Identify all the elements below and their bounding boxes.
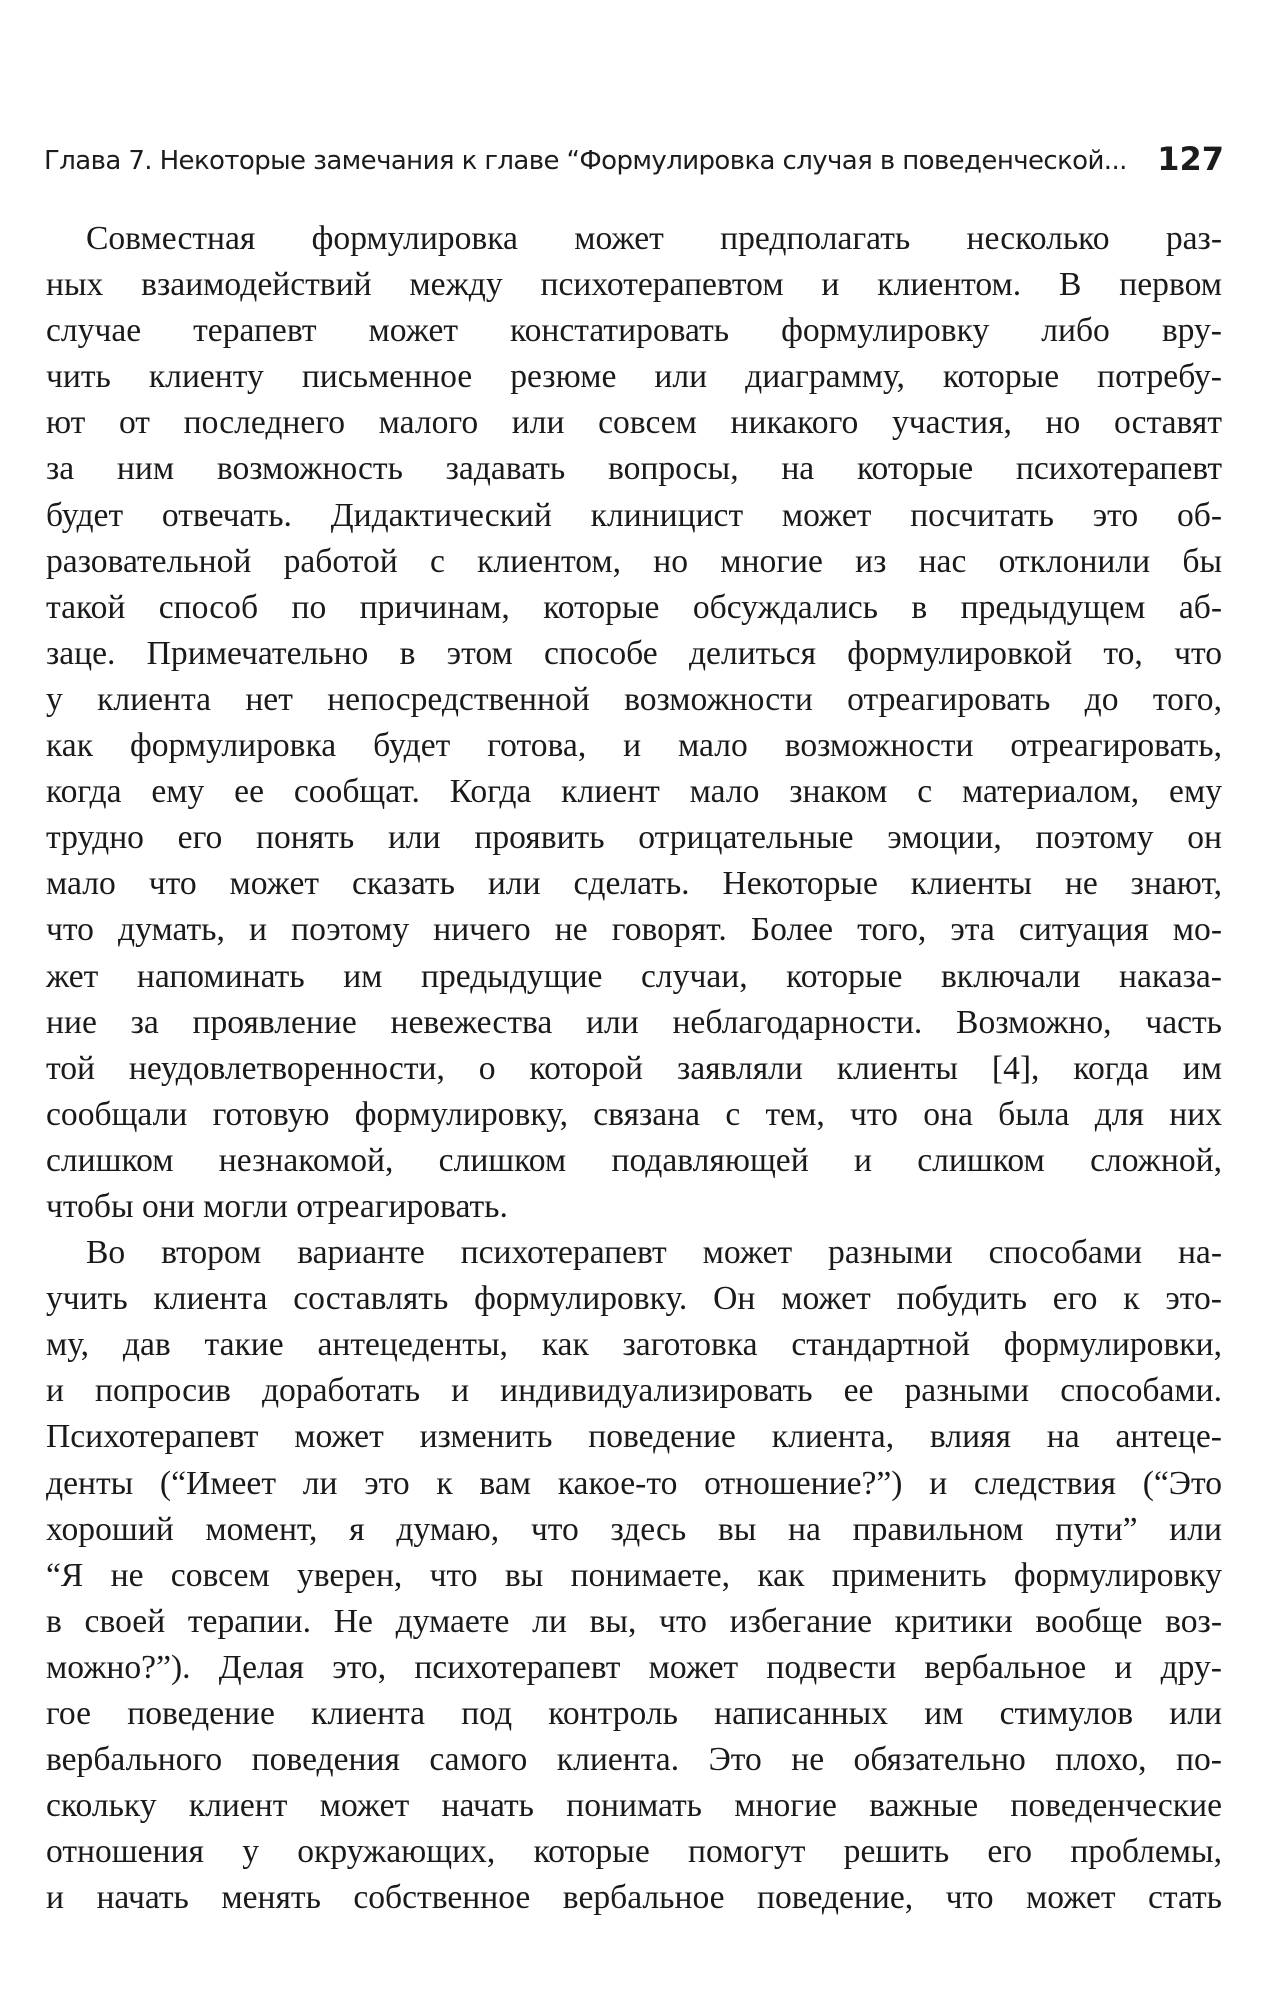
text-line: слишком незнакомой, слишком подавляющей и слишком сложной, (46, 1141, 1222, 1179)
text-line: ют от последнего малого или совсем никакого участия, но оставят (46, 404, 1222, 442)
text-line: жет напоминать им предыдущие случаи, которые включали наказа- (46, 957, 1222, 995)
text-line: денты (“Имеет ли это к вам какое-то отношение?”) и следствия (“Это (46, 1464, 1222, 1502)
text-line: и начать менять собственное вербальное поведение, что может стать (46, 1879, 1222, 1917)
text-line: скольку клиент может начать понимать многие важные поведенческие (46, 1787, 1222, 1825)
text-line: вербального поведения самого клиента. Это не обязательно плохо, по- (46, 1741, 1222, 1779)
text-line: “Я не совсем уверен, что вы понимаете, как применить формулировку (46, 1556, 1222, 1594)
text-line: гое поведение клиента под контроль написанных им стимулов или (46, 1695, 1222, 1732)
chapter-title: Глава 7. Некоторые замечания к главе “Формулировка случая в поведенческой... (44, 146, 1127, 176)
text-line: такой способ по причинам, которые обсуждались в предыдущем аб- (46, 588, 1222, 626)
text-line: у клиента нет непосредственной возможности отреагировать до того, (46, 680, 1222, 718)
paragraph (46, 1230, 1222, 1921)
body-text (46, 216, 1222, 1921)
text-line: за ним возможность задавать вопросы, на которые психотерапевт (46, 450, 1222, 488)
text-line: как формулировка будет готова, и мало возможности отреагировать, (46, 727, 1222, 765)
page-number: 127 (1157, 140, 1224, 178)
text-line: хороший момент, я думаю, что здесь вы на правильном пути” или (46, 1510, 1222, 1548)
text-line: сообщали готовую формулировку, связана с тем, что она была для них (46, 1095, 1222, 1133)
text-line: что думать, и поэтому ничего не говорят. Более того, эта ситуация мо- (46, 911, 1222, 949)
text-line: заце. Примечательно в этом способе делиться формулировкой то, что (46, 634, 1222, 672)
text-line: можно?”). Делая это, психотерапевт может подвести вербальное и дру- (46, 1648, 1222, 1686)
text-line: учить клиента составлять формулировку. Он может побудить его к это- (46, 1280, 1222, 1318)
text-line: той неудовлетворенности, о которой заявляли клиенты [4], когда им (46, 1049, 1222, 1087)
text-line: Во втором варианте психотерапевт может разными способами на- (86, 1234, 1222, 1272)
text-line: и попросив доработать и индивидуализировать ее разными способами. (46, 1372, 1222, 1410)
text-line: случае терапевт может констатировать формулировку либо вру- (46, 312, 1222, 350)
text-line: трудно его понять или проявить отрицательные эмоции, поэтому он (46, 819, 1222, 857)
text-line: когда ему ее сообщат. Когда клиент мало знаком с материалом, ему (46, 773, 1222, 811)
text-line: ных взаимодействий между психотерапевтом и клиентом. В первом (46, 266, 1222, 304)
text-line: чить клиенту письменное резюме или диаграмму, которые потребу- (46, 358, 1222, 396)
text-line: мало что может сказать или сделать. Некоторые клиенты не знают, (46, 865, 1222, 903)
text-line: Психотерапевт может изменить поведение клиента, влияя на антеце- (46, 1418, 1222, 1456)
text-line: отношения у окружающих, которые помогут решить его проблемы, (46, 1833, 1222, 1871)
paragraph (46, 216, 1222, 1230)
text-line: разовательной работой с клиентом, но многие из нас отклонили бы (46, 542, 1222, 580)
text-line: чтобы они могли отреагировать. (46, 1187, 508, 1225)
text-line: в своей терапии. Не думаете ли вы, что избегание критики вообще воз- (46, 1602, 1222, 1640)
text-line: Совместная формулировка может предполагать несколько раз- (86, 220, 1222, 257)
text-line: будет отвечать. Дидактический клиницист может посчитать это об- (46, 496, 1222, 534)
running-header (44, 140, 1224, 184)
text-line: ние за проявление невежества или неблагодарности. Возможно, часть (46, 1003, 1222, 1041)
text-line: му, дав такие антецеденты, как заготовка стандартной формулировки, (46, 1326, 1222, 1364)
